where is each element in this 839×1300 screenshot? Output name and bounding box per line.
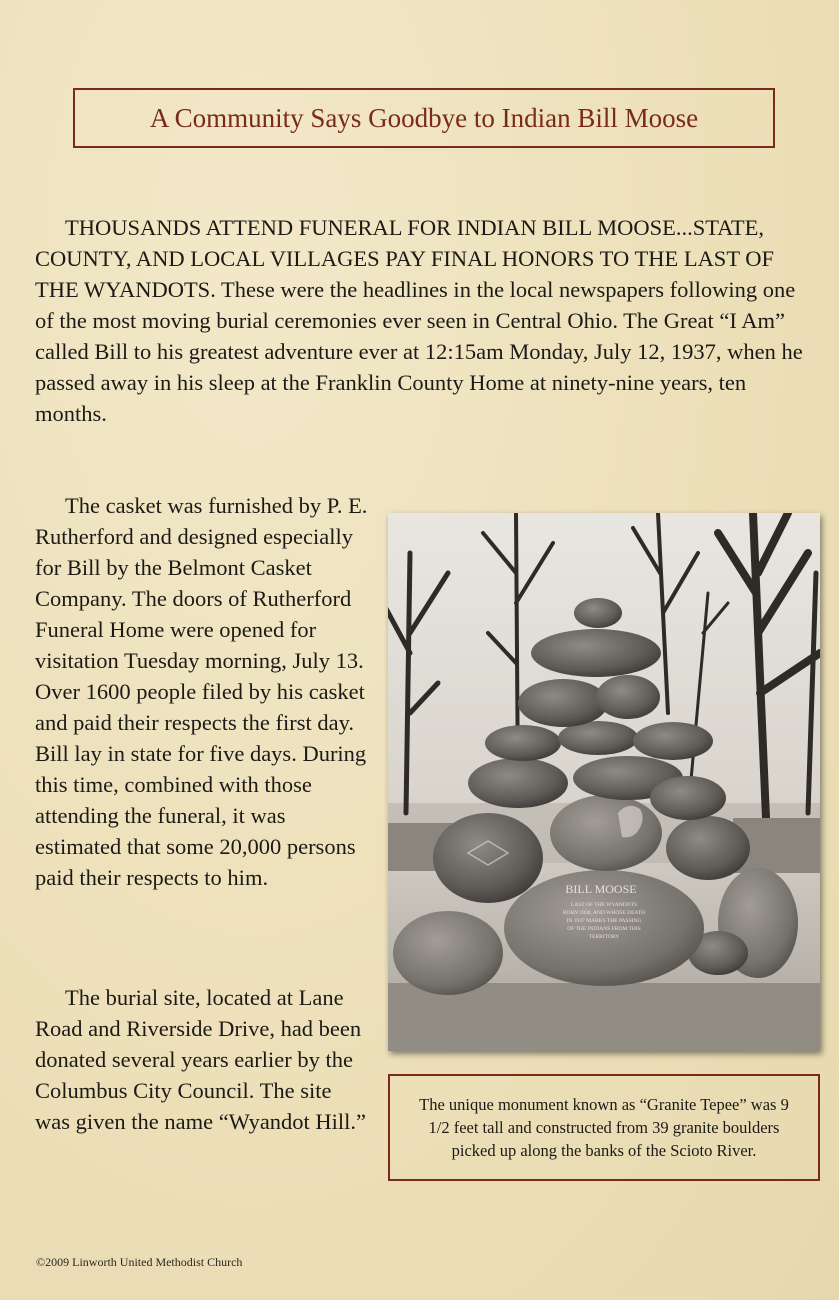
monument-inscription-line: OF THE INDIANS FROM THIS — [567, 926, 641, 932]
monument-inscription-line: BORN 1838, AND WHOSE DEATH — [562, 910, 646, 916]
monument-inscription-title: BILL MOOSE — [565, 882, 637, 896]
copyright-footer: ©2009 Linworth United Methodist Church — [36, 1255, 243, 1269]
monument-inscription-line: LAST OF THE WYANDOTS — [570, 902, 638, 908]
granite-tepee-photo — [388, 513, 820, 1051]
page-title — [73, 88, 775, 148]
intro-paragraph: THOUSANDS ATTEND FUNERAL FOR INDIAN BILL MOOSE...STATE, COUNTY, AND LOCAL VILLAGES PAY FINAL HONORS TO THE LAST OF THE WYANDOTS. These were the headlines in the local newspapers following one of the most moving burial ceremonies ever seen in Central Ohio. The Great “I Am” called Bill to his greatest adventure ever at 12:15am Monday, July 12, 1937, when he passed away in his sleep at the Franklin County Home at ninety-nine years, ten months. — [35, 215, 803, 426]
photo-caption — [388, 1074, 820, 1181]
page-title-text: A Community Says Goodbye to Indian Bill Moose — [149, 102, 699, 133]
casket-paragraph: The casket was furnished by P. E. Rutherford and designed especially for Bill by the Belmont Casket Company. The doors of Rutherford Funeral Home were opened for visitation Tuesday morning, July 13. Over 1600 people filed by his casket and paid their respects the first day. Bill lay in state for five days. During this time, combined with those attending the funeral, it was estimated that some 20,000 persons paid their respects to him. — [35, 493, 368, 890]
monument-inscription-line: IN 1937 MARKS THE PASSING — [566, 918, 642, 924]
monument-inscription-line: TERRITORY — [588, 934, 620, 940]
photo-caption-text: The unique monument known as “Granite Tepee” was 9 1/2 feet tall and constructed from 39 granite boulders picked up along the banks of the Scioto River. — [419, 1095, 789, 1160]
burial-site-paragraph: The burial site, located at Lane Road and Riverside Drive, had been donated several years earlier by the Columbus City Council. The site was given the name “Wyandot Hill.” — [35, 985, 367, 1134]
